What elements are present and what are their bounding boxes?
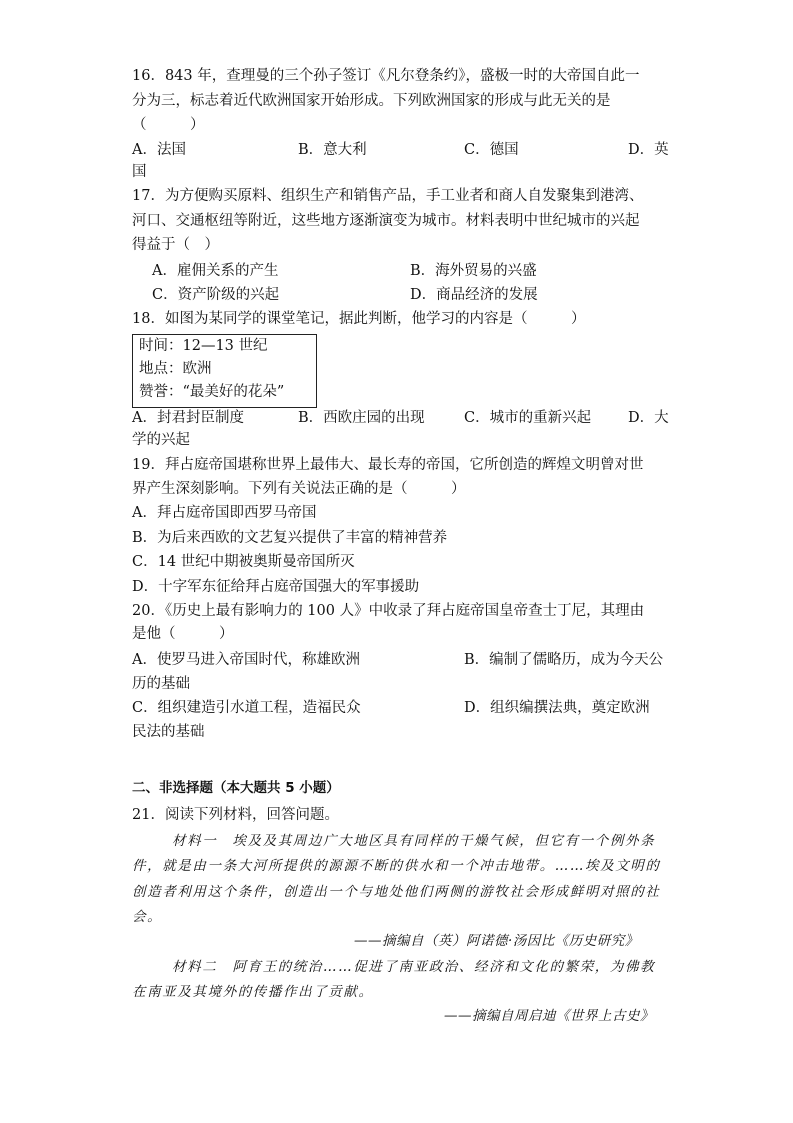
material1-line2: 件，就是由一条大河所提供的源源不断的供水和一个冲击地带。……埃及文明的 bbox=[132, 858, 661, 874]
q19-option-b[interactable]: B．为后来西欧的文艺复兴提供了丰富的精神营养 bbox=[132, 530, 448, 546]
q20-stem-line2: 是他（ ） bbox=[132, 626, 234, 642]
material1-source: ——摘编自（英）阿诺德·汤因比《历史研究》 bbox=[354, 933, 639, 949]
q17-stem-line2: 河口、交通枢纽等附近，这些地方逐渐演变为城市。材料表明中世纪城市的兴起 bbox=[132, 213, 640, 229]
note-time: 时间：12—13 世纪 bbox=[139, 338, 268, 354]
q19-option-c[interactable]: C．14 世纪中期被奥斯曼帝国所灭 bbox=[132, 554, 355, 570]
q20-option-a[interactable]: A．使罗马进入帝国时代，称雄欧洲 bbox=[132, 652, 360, 668]
q17-option-d[interactable]: D．商品经济的发展 bbox=[410, 287, 538, 303]
q16-option-a[interactable]: A．法国 bbox=[132, 142, 186, 158]
q18-option-c[interactable]: C．城市的重新兴起 bbox=[464, 410, 592, 426]
q17-stem-line3: 得益于（ ） bbox=[132, 237, 219, 253]
q20-option-d[interactable]: D．组织编撰法典，奠定欧洲 bbox=[464, 700, 650, 716]
q18-option-b[interactable]: B．西欧庄园的出现 bbox=[298, 410, 425, 426]
q16-option-c[interactable]: C．德国 bbox=[464, 142, 519, 158]
material1-line1: 材料一 埃及及其周边广大地区具有同样的干燥气候，但它有一个例外条 bbox=[172, 833, 656, 849]
q18-option-d[interactable]: D．大 bbox=[628, 410, 669, 426]
material2-line1: 材料二 阿育王的统治……促进了南亚政治、经济和文化的繁荣，为佛教 bbox=[172, 959, 656, 975]
q16-stem-line2: 分为三，标志着近代欧洲国家开始形成。下列欧洲国家的形成与此无关的是 bbox=[132, 93, 611, 109]
q20-option-b[interactable]: B．编制了儒略历，成为今天公 bbox=[464, 652, 664, 668]
q20-option-b-continued: 历的基础 bbox=[132, 676, 190, 692]
q16-stem-line1: 16．843 年，查理曼的三个孙子签订《凡尔登条约》，盛极一时的大帝国自此一 bbox=[132, 68, 640, 84]
q18-stem-line1: 18．如图为某同学的课堂笔记，据此判断，他学习的内容是（ ） bbox=[132, 311, 586, 327]
q16-option-d-continued: 国 bbox=[132, 164, 147, 180]
q18-option-a[interactable]: A．封君封臣制度 bbox=[132, 410, 244, 426]
q19-option-d[interactable]: D．十字军东征给拜占庭帝国强大的军事援助 bbox=[132, 579, 420, 595]
q19-stem-line2: 界产生深刻影响。下列有关说法正确的是（ ） bbox=[132, 481, 466, 497]
material1-line3: 创造者利用这个条件，创造出一个与地处他们两侧的游牧社会形成鲜明对照的社 bbox=[132, 884, 661, 900]
q17-option-c[interactable]: C．资产阶级的兴起 bbox=[152, 287, 280, 303]
q16-option-d[interactable]: D．英 bbox=[628, 142, 669, 158]
q16-answer-blank: （ ） bbox=[132, 117, 205, 133]
material2-line2: 在南亚及其境外的传播作出了贡献。 bbox=[132, 984, 374, 1000]
q19-stem-line1: 19．拜占庭帝国堪称世界上最伟大、最长寿的帝国，它所创造的辉煌文明曾对世 bbox=[132, 457, 644, 473]
q20-option-c[interactable]: C．组织建造引水道工程，造福民众 bbox=[132, 700, 361, 716]
note-place: 地点：欧洲 bbox=[139, 361, 212, 377]
class-notes-box bbox=[132, 334, 317, 408]
q20-option-d-continued: 民法的基础 bbox=[132, 724, 205, 740]
note-praise: 赞誉：“最美好的花朵” bbox=[139, 384, 285, 400]
q18-option-d-continued: 学的兴起 bbox=[132, 432, 190, 448]
q19-option-a[interactable]: A．拜占庭帝国即西罗马帝国 bbox=[132, 505, 317, 521]
material2-source: ——摘编自周启迪《世界上古史》 bbox=[444, 1008, 654, 1024]
section-title: 二、非选择题（本大题共 5 小题） bbox=[132, 780, 340, 796]
q16-option-b[interactable]: B．意大利 bbox=[298, 142, 367, 158]
material1-line4: 会。 bbox=[132, 909, 163, 925]
q20-stem-line1: 20．《历史上最有影响力的 100 人》中收录了拜占庭帝国皇帝查士丁尼，其理由 bbox=[132, 603, 645, 619]
q21-stem: 21．阅读下列材料，回答问题。 bbox=[132, 807, 339, 823]
q17-stem-line1: 17．为方便购买原料、组织生产和销售产品，手工业者和商人自发聚集到港湾、 bbox=[132, 188, 644, 204]
q17-option-b[interactable]: B．海外贸易的兴盛 bbox=[410, 263, 537, 279]
q17-option-a[interactable]: A．雇佣关系的产生 bbox=[152, 263, 279, 279]
